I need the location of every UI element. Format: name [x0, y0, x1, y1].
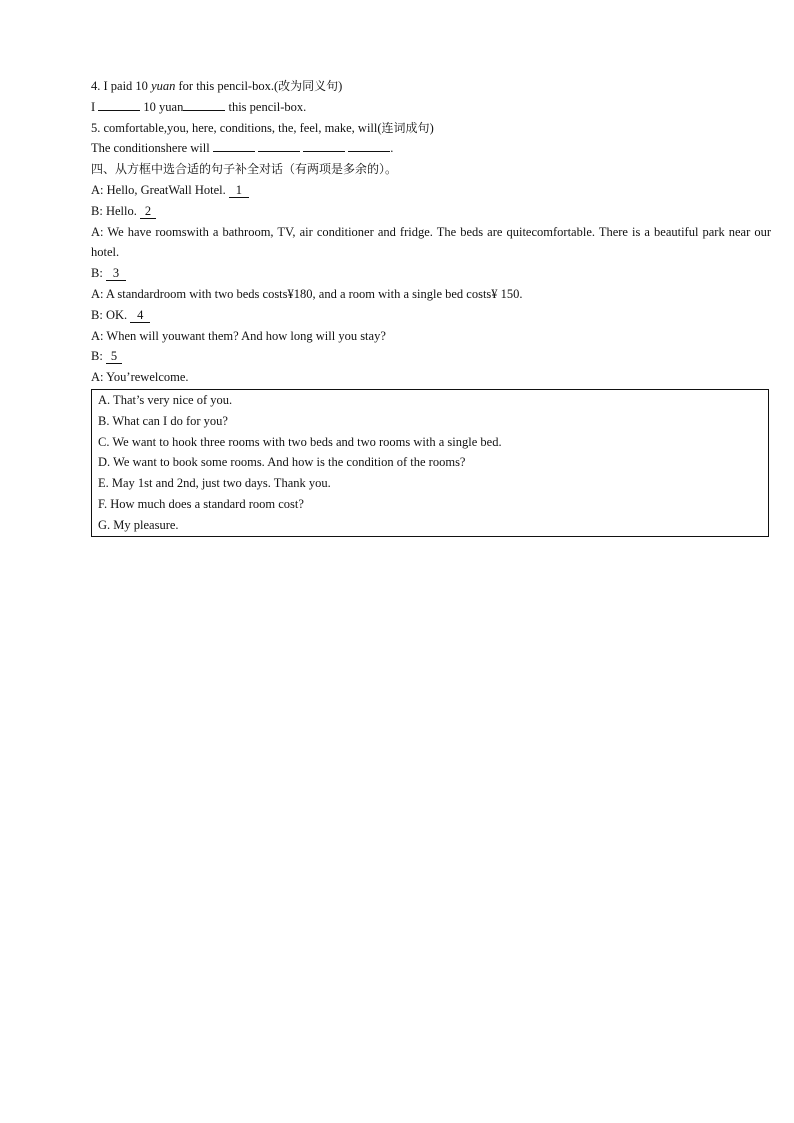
dialogue-text: Hello, GreatWall Hotel. — [103, 182, 229, 197]
speaker-label: B: — [91, 266, 103, 281]
speaker-label: B: — [91, 203, 103, 218]
option-text: That’s very nice of you. — [110, 392, 233, 407]
question-5 — [91, 118, 771, 139]
answer-blank[interactable] — [348, 139, 390, 152]
dialogue-blank-2[interactable]: 2 — [140, 205, 156, 219]
speaker-label: B: — [91, 307, 103, 322]
answer-blank[interactable] — [183, 98, 225, 111]
option-text: We want to hook three rooms with two beds and two rooms with a single bed. — [109, 434, 502, 449]
option-c — [98, 432, 762, 453]
dialogue-line — [91, 284, 771, 305]
q4-prefix: 4. I paid 10 — [91, 79, 152, 93]
dialogue-blank-5[interactable]: 5 — [106, 350, 122, 364]
dialogue-line — [91, 367, 771, 388]
option-text: My pleasure. — [110, 517, 179, 532]
answer-blank[interactable] — [213, 139, 255, 152]
options-box — [91, 389, 769, 537]
option-g — [98, 515, 762, 536]
option-a — [98, 390, 762, 411]
option-b — [98, 411, 762, 432]
q4-italic-word: yuan — [151, 79, 176, 93]
q4-close: ) — [338, 79, 343, 93]
worksheet-content — [91, 76, 771, 537]
answer-blank[interactable] — [258, 139, 300, 152]
option-letter: A. — [98, 392, 111, 407]
option-letter: C. — [98, 434, 110, 449]
option-text: How much does a standard room cost? — [107, 496, 304, 511]
dialogue-line — [91, 305, 771, 326]
dialogue-text: OK. — [102, 307, 131, 322]
option-text: We want to book some rooms. And how is the condition of the rooms? — [110, 455, 466, 470]
option-e — [98, 473, 762, 494]
q5-answer-end: . — [390, 141, 394, 156]
answer-blank[interactable] — [98, 98, 140, 111]
question-4 — [91, 76, 771, 97]
question-4-answer — [91, 97, 771, 118]
dialogue-text: When will youwant them? And how long will you stay? — [103, 328, 386, 343]
dialogue-line — [91, 222, 771, 264]
option-letter: F. — [98, 496, 108, 511]
section-4-heading: 四、从方框中选合适的句子补全对话（有两项是多余的）。 — [91, 162, 398, 177]
dialogue-line — [91, 201, 771, 222]
dialogue-text: We have roomswith a bathroom, TV, air conditioner and fridge. The beds are quitecomfortable. There is a beautiful park near our hotel. — [91, 224, 771, 260]
speaker-label: A: — [91, 224, 104, 239]
dialogue-blank-1[interactable]: 1 — [229, 184, 249, 198]
option-text: May 1st and 2nd, just two days. Thank you. — [108, 476, 331, 491]
option-letter: D. — [98, 455, 111, 470]
dialogue-line — [91, 263, 771, 284]
option-letter: G. — [98, 517, 111, 532]
q4-suffix: for this pencil-box.( — [175, 79, 279, 93]
q4-answer-b: 10 yuan — [140, 99, 184, 114]
dialogue-blank-3[interactable]: 3 — [106, 267, 126, 281]
q5-text: 5. comfortable,you, here, conditions, the, feel, make, will( — [91, 120, 382, 135]
q4-answer-a: I — [91, 99, 99, 114]
dialogue-text: A standardroom with two beds costs¥180, and a room with a single bed costs¥ 150. — [103, 286, 523, 301]
dialogue-line — [91, 326, 771, 347]
q4-answer-c: this pencil-box. — [225, 99, 307, 114]
dialogue-blank-4[interactable]: 4 — [130, 309, 150, 323]
option-text: What can I do for you? — [109, 413, 228, 428]
option-f — [98, 494, 762, 515]
speaker-label: A: — [91, 328, 104, 343]
question-5-answer — [91, 138, 771, 159]
speaker-label: B: — [91, 349, 103, 364]
q5-instruction: 连词成句 — [381, 120, 430, 135]
speaker-label: A: — [91, 370, 104, 385]
dialogue-line — [91, 346, 771, 367]
q4-instruction: 改为同义句 — [278, 79, 339, 93]
option-d — [98, 452, 762, 473]
answer-blank[interactable] — [303, 139, 345, 152]
dialogue-line — [91, 180, 771, 201]
option-letter: E. — [98, 476, 109, 491]
q5-answer-start: The conditionshere will — [91, 141, 213, 156]
dialogue-text: Hello. — [102, 203, 140, 218]
speaker-label: A: — [91, 286, 104, 301]
speaker-label: A: — [91, 182, 104, 197]
dialogue-text: You’rewelcome. — [103, 370, 189, 385]
q5-close: ) — [429, 120, 434, 135]
option-letter: B. — [98, 413, 110, 428]
